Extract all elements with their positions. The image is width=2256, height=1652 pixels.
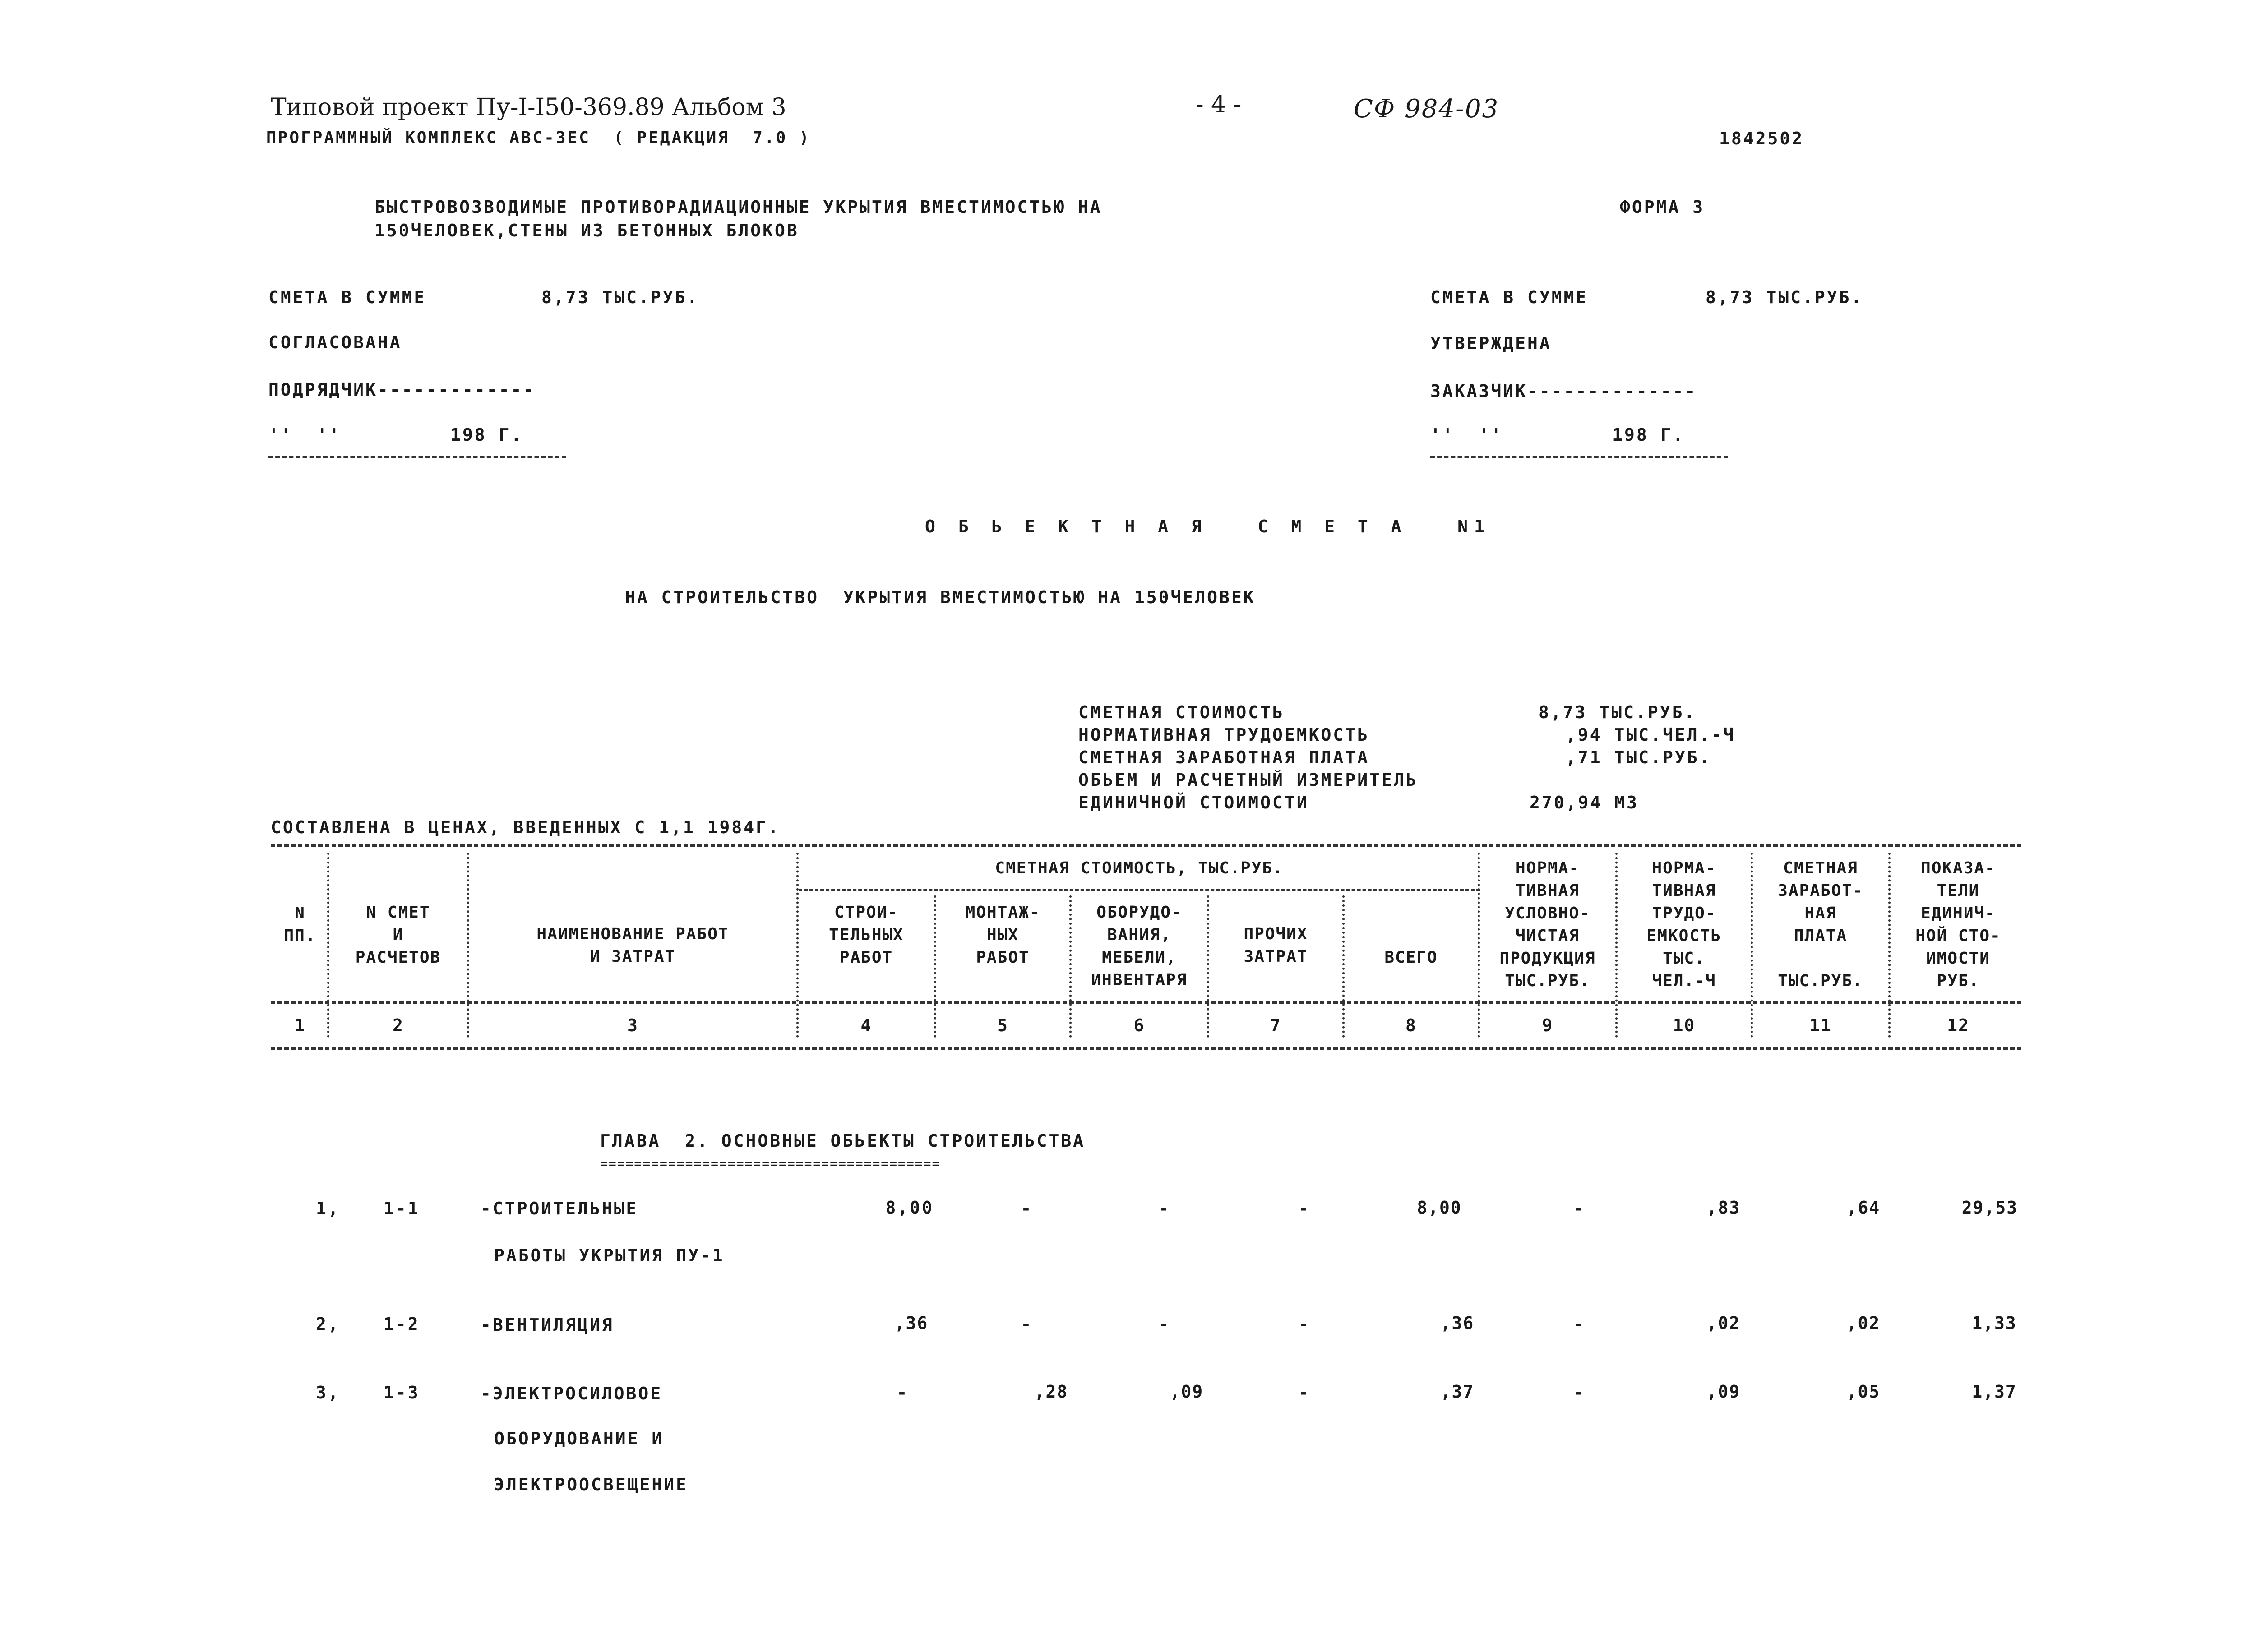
row-3-code: 1-3 xyxy=(384,1383,420,1403)
col-header-3: НАИМЕНОВАНИЕ РАБОТ И ЗАТРАТ xyxy=(536,925,729,966)
col-header-6: ОБОРУДО- ВАНИЯ, МЕБЕЛИ, ИНВЕНТАРЯ xyxy=(1091,903,1188,989)
right-signature-line xyxy=(1430,456,1728,458)
col-number: 5 xyxy=(997,1015,1008,1035)
col-header-7: ПРОЧИХ ЗАТРАТ xyxy=(1244,925,1308,966)
col-number: 12 xyxy=(1947,1015,1969,1035)
row-1-code: 1-1 xyxy=(384,1199,420,1218)
col-header-1: N ПП. xyxy=(284,904,316,945)
right-party: ЗАКАЗЧИК-------------- xyxy=(1430,381,1697,401)
estimate-subtitle: НА СТРОИТЕЛЬСТВО УКРЫТИЯ ВМЕСТИМОСТЬЮ НА 150ЧЕЛОВЕК xyxy=(625,587,1256,607)
group-header: СМЕТНАЯ СТОИМОСТЬ, ТЫС.РУБ. xyxy=(995,859,1284,877)
right-sum-value: 8,73 ТЫС.РУБ. xyxy=(1706,287,1863,307)
left-sum-value: 8,73 ТЫС.РУБ. xyxy=(541,287,699,307)
row-3-name-line-2: ОБОРУДОВАНИЕ И xyxy=(494,1429,664,1449)
col-number: 4 xyxy=(860,1015,872,1035)
row-3-c4: - xyxy=(897,1383,908,1403)
page-number: - 4 - xyxy=(1196,91,1242,118)
chapter-heading: ГЛАВА 2. ОСНОВНЫЕ ОБЬЕКТЫ СТРОИТЕЛЬСТВА xyxy=(600,1131,1086,1151)
left-signature-line xyxy=(268,456,566,458)
row-2-c6: - xyxy=(1158,1314,1170,1334)
left-party: ПОДРЯДЧИК------------- xyxy=(268,380,536,400)
col-number: 7 xyxy=(1270,1015,1281,1035)
summary-value-1: 8,73 ТЫС.РУБ. xyxy=(1539,702,1697,722)
row-2-code: 1-2 xyxy=(384,1314,420,1334)
col-header-5: МОНТАЖ- НЫХ РАБОТ xyxy=(965,903,1040,967)
col-number: 3 xyxy=(627,1015,638,1035)
col-number: 11 xyxy=(1809,1015,1832,1035)
summary-label-1: СМЕТНАЯ СТОИМОСТЬ xyxy=(1078,702,1285,722)
row-1-c9: - xyxy=(1573,1199,1585,1218)
row-3-c5: ,28 xyxy=(1034,1382,1068,1402)
subject-line-2: 150ЧЕЛОВЕК,СТЕНЫ ИЗ БЕТОННЫХ БЛОКОВ xyxy=(374,221,799,240)
chapter-underline: ======================================== xyxy=(600,1156,941,1171)
estimate-title: О Б Ь Е К Т Н А Я С М Е Т А N1 xyxy=(925,517,1491,536)
row-3-name-line-1: -ЭЛЕКТРОСИЛОВОЕ xyxy=(481,1384,663,1403)
row-2-c5: - xyxy=(1021,1314,1032,1334)
col-header-10: НОРМА- ТИВНАЯ ТРУДО- ЕМКОСТЬ ТЫС. ЧЕЛ.-Ч xyxy=(1646,859,1722,990)
row-1-c10: ,83 xyxy=(1706,1198,1741,1218)
row-3-c10: ,09 xyxy=(1706,1382,1741,1402)
row-2-number: 2, xyxy=(316,1314,340,1334)
summary-label-4: ОБЬЕМ И РАСЧЕТНЫЙ ИЗМЕРИТЕЛЬ xyxy=(1078,770,1418,790)
table-top-rule xyxy=(271,844,2021,847)
right-status: УТВЕРЖДЕНА xyxy=(1430,333,1552,353)
row-3-c6: ,09 xyxy=(1170,1382,1204,1402)
row-1-number: 1, xyxy=(316,1199,340,1218)
software-line: ПРОГРАММНЫЙ КОМПЛЕКС АВС-3ЕС ( РЕДАКЦИЯ 7.0 ) xyxy=(266,129,811,147)
row-1-name-line-1: -СТРОИТЕЛЬНЫЕ xyxy=(481,1199,638,1218)
right-date: '' '' 198 Г. xyxy=(1430,425,1685,445)
col-number: 6 xyxy=(1133,1015,1145,1035)
form-label: ФОРМА 3 xyxy=(1620,197,1705,217)
row-2-c10: ,02 xyxy=(1706,1313,1741,1333)
row-1-name-line-2: РАБОТЫ УКРЫТИЯ ПУ-1 xyxy=(494,1246,725,1265)
prices-note: СОСТАВЛЕНА В ЦЕНАХ, ВВЕДЕННЫХ С 1,1 1984Г. xyxy=(271,817,780,837)
row-1-c8: 8,00 xyxy=(1417,1198,1462,1218)
col-header-9: НОРМА- ТИВНАЯ УСЛОВНО- ЧИСТАЯ ПРОДУКЦИЯ ТЫС.РУБ. xyxy=(1499,859,1596,990)
row-2-name-line-1: -ВЕНТИЛЯЦИЯ xyxy=(481,1315,614,1335)
row-2-c11: ,02 xyxy=(1846,1313,1881,1333)
row-1-c6: - xyxy=(1158,1199,1170,1218)
row-2-c8: ,36 xyxy=(1440,1313,1475,1333)
doc-number: 1842502 xyxy=(1719,129,1804,148)
left-date: '' '' 198 Г. xyxy=(268,425,523,445)
left-sum-label: СМЕТА В СУММЕ xyxy=(268,287,426,307)
row-2-c4: ,36 xyxy=(894,1313,929,1333)
col-number: 10 xyxy=(1673,1015,1696,1035)
summary-value-3: ,71 ТЫС.РУБ. xyxy=(1566,748,1711,767)
right-sum-label: СМЕТА В СУММЕ xyxy=(1430,287,1588,307)
left-status: СОГЛАСОВАНА xyxy=(268,332,402,352)
col-number: 2 xyxy=(393,1015,404,1035)
row-3-c7: - xyxy=(1298,1383,1310,1403)
subject-line-1: БЫСТРОВОЗВОДИМЫЕ ПРОТИВОРАДИАЦИОННЫЕ УКРЫТИЯ ВМЕСТИМОСТЬЮ НА xyxy=(374,197,1102,217)
row-2-c7: - xyxy=(1298,1314,1310,1334)
summary-label-5: ЕДИНИЧНОЙ СТОИМОСТИ xyxy=(1078,793,1309,812)
row-3-c9: - xyxy=(1573,1383,1585,1403)
row-1-c12: 29,53 xyxy=(1961,1198,2018,1218)
row-1-c5: - xyxy=(1021,1199,1032,1218)
row-3-name-line-3: ЭЛЕКТРООСВЕЩЕНИЕ xyxy=(494,1475,689,1495)
handwritten-code: СФ 984-03 xyxy=(1354,94,1499,124)
row-3-c11: ,05 xyxy=(1846,1382,1881,1402)
group-header-rule xyxy=(799,889,1480,891)
summary-label-3: СМЕТНАЯ ЗАРАБОТНАЯ ПЛАТА xyxy=(1078,748,1370,767)
col-header-2: N СМЕТ И РАСЧЕТОВ xyxy=(355,903,441,967)
row-1-c11: ,64 xyxy=(1846,1198,1881,1218)
col-number: 8 xyxy=(1405,1015,1417,1035)
col-number: 9 xyxy=(1542,1015,1553,1035)
summary-value-2: ,94 ТЫС.ЧЕЛ.-Ч xyxy=(1566,725,1736,745)
row-3-c8: ,37 xyxy=(1440,1382,1475,1402)
header-bottom-rule xyxy=(271,1001,2021,1004)
col-header-11: СМЕТНАЯ ЗАРАБОТ- НАЯ ПЛАТА ТЫС.РУБ. xyxy=(1778,859,1863,990)
row-1-c7: - xyxy=(1298,1199,1310,1218)
row-2-c9: - xyxy=(1573,1314,1585,1334)
row-3-number: 3, xyxy=(316,1383,340,1403)
project-title: Типовой проект Пу-I-I50-369.89 Альбом 3 xyxy=(271,94,786,121)
summary-label-2: НОРМАТИВНАЯ ТРУДОЕМКОСТЬ xyxy=(1078,725,1370,745)
numbers-bottom-rule xyxy=(271,1047,2021,1050)
col-number: 1 xyxy=(294,1015,306,1035)
col-header-12: ПОКАЗА- ТЕЛИ ЕДИНИЧ- НОЙ СТО- ИМОСТИ РУБ. xyxy=(1915,859,2001,990)
summary-value-5: 270,94 М3 xyxy=(1530,793,1639,812)
col-header-8: ВСЕГО xyxy=(1384,948,1438,967)
row-3-c12: 1,37 xyxy=(1972,1382,2017,1402)
row-2-c12: 1,33 xyxy=(1972,1313,2017,1333)
col-header-4: СТРОИ- ТЕЛЬНЫХ РАБОТ xyxy=(829,903,904,967)
